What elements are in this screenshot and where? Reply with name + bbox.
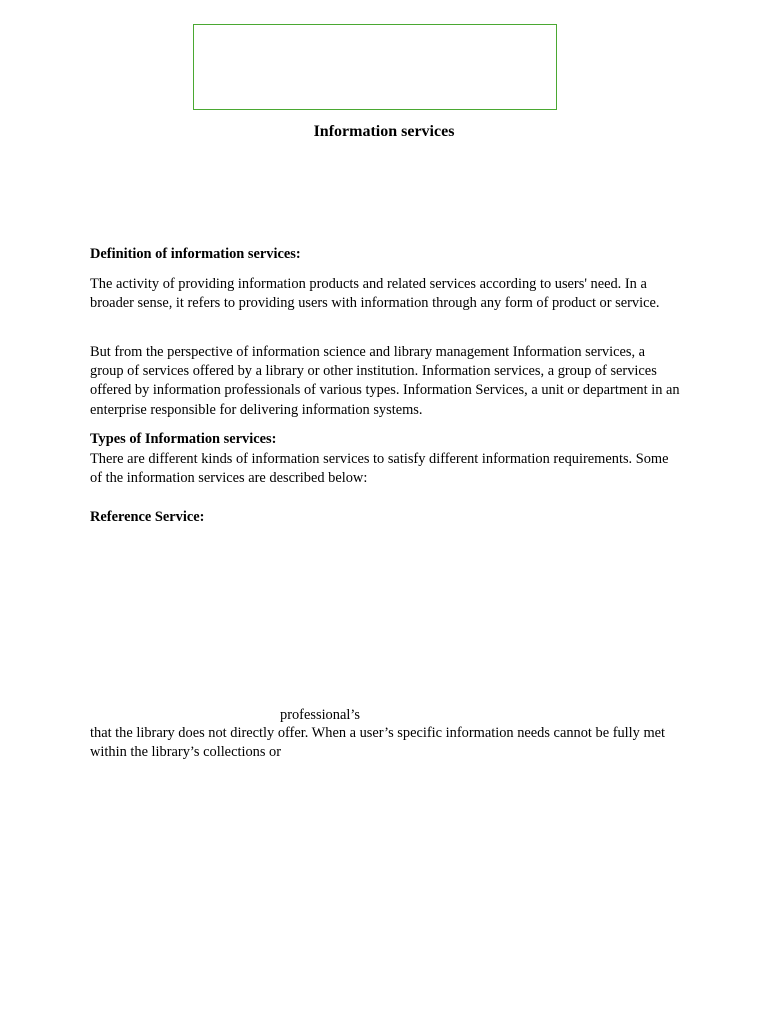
header-image-frame xyxy=(193,24,557,110)
text-fragment-professional: professional’s xyxy=(280,707,360,723)
reference-service-heading: Reference Service: xyxy=(90,509,205,525)
document-title: Information services xyxy=(313,123,455,140)
text-fragment-paragraph: that the library does not directly offer. When a user’s specific information needs cannot be fully met within the library’s collections or xyxy=(90,725,666,761)
definition-heading: Definition of information services: xyxy=(90,246,301,262)
definition-paragraph-2: But from the perspective of information science and library management Information services, a group of services offered by a library or other institution. Information services, a group of services offered by information professionals of various types. Information Services, a unit or department in an enterprise responsible for delivering information systems. xyxy=(90,344,680,418)
types-paragraph: There are different kinds of information services to satisfy different information requirements. Some of the information services are described below: xyxy=(90,451,669,487)
types-heading: Types of Information services: xyxy=(90,431,277,447)
definition-paragraph-1: The activity of providing information products and related services according to users' need. In a broader sense, it refers to providing users with information through any form of product or service. xyxy=(90,276,660,312)
